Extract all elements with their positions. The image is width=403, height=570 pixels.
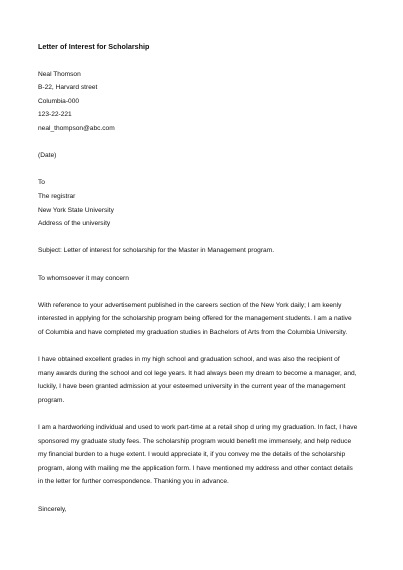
paragraph-line: program. — [38, 396, 65, 404]
body-paragraph-2 — [38, 353, 368, 407]
closing-text: Sincerely, — [38, 505, 67, 513]
sender-email: neal_thompson@abc.com — [38, 124, 115, 132]
sender-address — [38, 68, 368, 136]
letter-page — [38, 40, 368, 530]
sender-name: Neal Thomson — [38, 70, 81, 78]
sender-phone: 123-22-221 — [38, 111, 72, 119]
paragraph-line: many awards during the school and col lege years. It had always been my dream to become a manager, and, — [38, 369, 357, 377]
recipient-title: The registrar — [38, 192, 76, 200]
sender-city: Columbia-000 — [38, 97, 80, 105]
date-text: (Date) — [38, 152, 57, 160]
closing — [38, 503, 368, 517]
body-paragraph-3 — [38, 421, 368, 489]
subject-line — [38, 244, 368, 258]
recipient-to: To — [38, 179, 45, 187]
paragraph-line: I have obtained excellent grades in my high school and graduation school, and was also the recipient of — [38, 356, 340, 364]
subject-text: Subject: Letter of interest for scholarship for the Master in Management program. — [38, 247, 275, 255]
sender-street: B-22, Harvard street — [38, 84, 98, 92]
paragraph-line: of Columbia and have completed my graduation studies in Bachelors of Arts from the Columbia University. — [38, 328, 348, 336]
paragraph-line: in the letter for further correspondence. Thanking you in advance. — [38, 478, 229, 486]
recipient-address-line: Address of the university — [38, 220, 111, 228]
paragraph-line: I am a hardworking individual and used to work part-time at a retail shop d uring my graduation. In fact, I have — [38, 424, 358, 432]
salutation-text: To whomsoever it may concern — [38, 274, 129, 282]
body-paragraph-1 — [38, 299, 368, 340]
salutation — [38, 272, 368, 286]
paragraph-line: my financial burden to a huge extent. I would appreciate it, if you convey me the details of the scholarship — [38, 451, 346, 459]
recipient-address — [38, 176, 368, 230]
paragraph-line: interested in applying for the scholarship program being offered for the management students. I am a native — [38, 315, 352, 323]
paragraph-line: With reference to your advertisement published in the careers section of the New York daily; I am keenly — [38, 301, 342, 309]
paragraph-line: luckily, I have been granted admission at your esteemed university in the current year of the management — [38, 383, 346, 391]
letter-title: Letter of Interest for Scholarship — [38, 42, 150, 51]
paragraph-line: program, along with mailing me the application form. I have mentioned my address and other contact details — [38, 464, 353, 472]
recipient-university: New York State University — [38, 206, 114, 214]
paragraph-line: sponsored my graduate study fees. The scholarship program would benefit me immensely, and help reduce — [38, 437, 352, 445]
letter-date — [38, 149, 368, 163]
